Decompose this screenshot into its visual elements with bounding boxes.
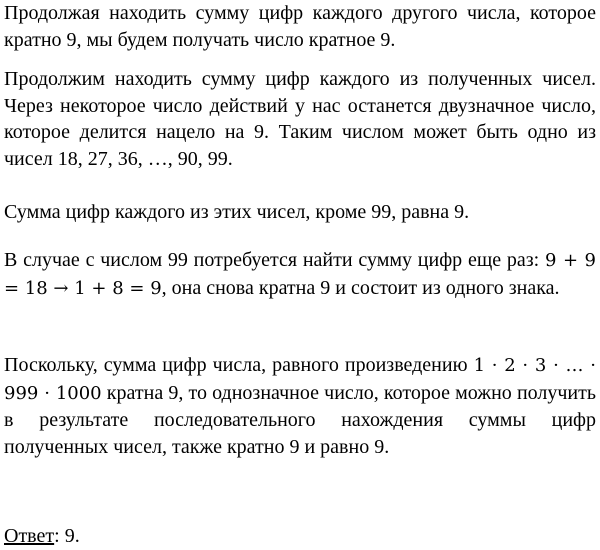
paragraph-5-text-end: кратна 9, то однозначное число, которое можно получить в результате последовательного нахождения суммы цифр полученных чисел, также кратно 9 и равно 9. — [4, 381, 596, 458]
paragraph-5-text-start: Поскольку, сумма цифр числа, равного произведению — [4, 354, 474, 376]
paragraph-3: Сумма цифр каждого из этих чисел, кроме 99, равна 9. — [4, 201, 470, 223]
answer-label: Ответ — [4, 525, 55, 547]
paragraph-4-text-end: , она снова кратна 9 и состоит из одного знака. — [161, 276, 560, 299]
paragraph-5-formula: 1 · 2 · 3 · … · 999 · 1000 — [4, 355, 597, 404]
paragraph-5 — [4, 352, 596, 460]
paragraph-4-text-start: В случае с числом 99 потребуется найти сумму цифр еще раз: — [4, 249, 545, 271]
paragraph-4-formula: 9 + 9 = 18 → 1 + 8 = 9 — [4, 250, 596, 299]
paragraph-1: Продолжая находить сумму цифр каждого другого числа, которое кратно 9, мы будем получать число кратное 9. — [4, 2, 596, 51]
answer-value: : 9. — [54, 525, 80, 547]
paragraph-4 — [4, 247, 596, 302]
paragraph-2: Продолжим находить сумму цифр каждого из полученных чисел. Через некоторое число действий у нас останется двузначное число, которое делится нацело на 9. Таким числом может быть одно из чисел 18, 27, 36, …, 90, 99. — [4, 68, 596, 170]
answer-line — [4, 523, 596, 550]
